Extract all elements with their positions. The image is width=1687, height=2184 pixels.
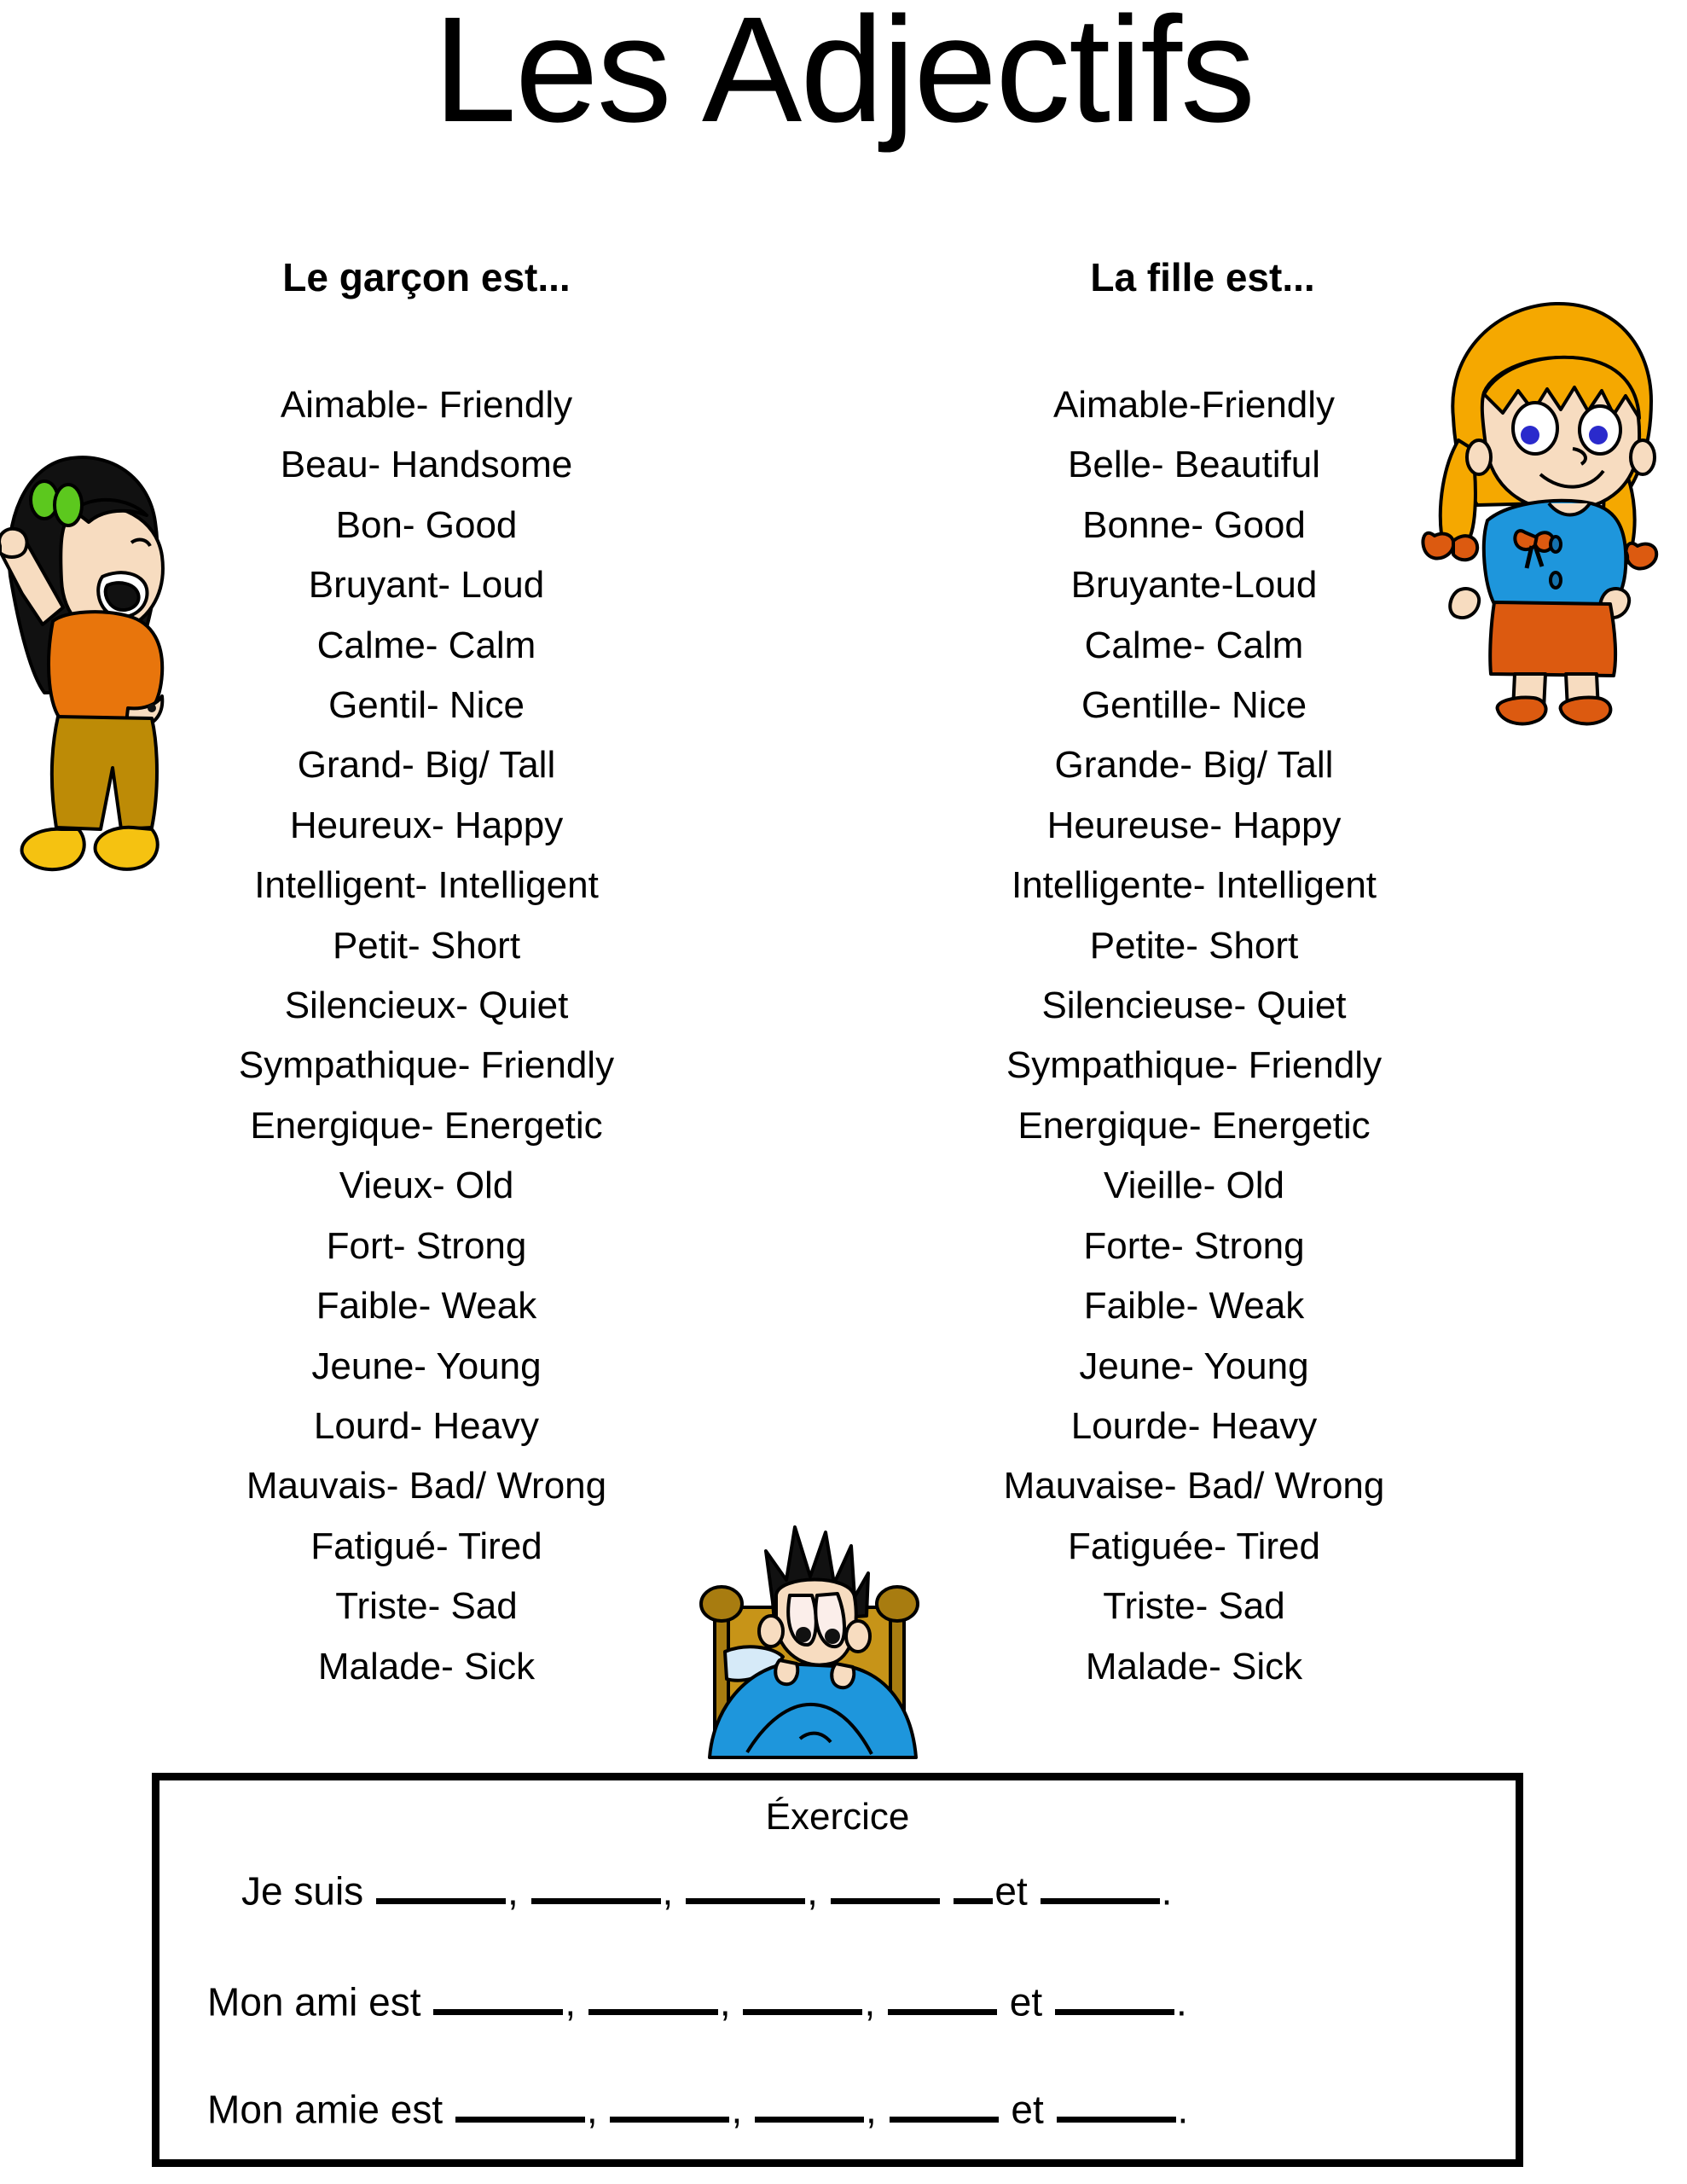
period: . [1161,1868,1173,1914]
list-item: Energique- Energetic [1017,1104,1371,1147]
list-item: Lourde- Heavy [1070,1404,1318,1447]
list-item: Heureuse- Happy [1046,804,1342,846]
list-item: Intelligente- Intelligent [1011,864,1377,907]
period: . [1175,1979,1187,2024]
list-item: Beau- Handsome [280,444,573,486]
answer-blank[interactable] [455,2081,585,2123]
list-item: Petite- Short [1089,924,1299,967]
answer-blank[interactable] [376,1862,506,1904]
list-item: Sympathique- Friendly [1006,1044,1383,1087]
list-item: Vieille- Old [1104,1165,1284,1207]
list-item: Gentille- Nice [1081,684,1307,727]
list-item: Grande- Big/ Tall [1054,744,1334,787]
comma: , [719,1979,731,2024]
answer-blank[interactable] [588,1973,718,2015]
list-item: Gentil- Nice [328,684,525,727]
answer-blank[interactable] [610,2081,729,2123]
answer-blank[interactable] [1041,1862,1160,1904]
answer-blank[interactable] [888,1973,997,2015]
sick-boy-in-bed-clipart [684,1502,940,1774]
comma: , [807,1868,818,1914]
column-heading-girl: La fille est... [1090,255,1315,299]
list-item: Fatiguée- Tired [1068,1525,1320,1567]
list-item: Mauvais- Bad/ Wrong [246,1465,607,1507]
answer-blank[interactable] [890,2081,999,2123]
exercise-line-2 [207,1973,1187,2024]
list-item: Fort- Strong [326,1224,527,1267]
conjunction: et [1011,2087,1044,2132]
list-item: Aimable-Friendly [1052,384,1336,426]
list-item: Triste- Sad [335,1585,518,1628]
list-item: Sympathique- Friendly [238,1044,615,1087]
list-item: Silencieuse- Quiet [1041,985,1347,1027]
list-item: Faible- Weak [316,1285,537,1327]
list-item: Forte- Strong [1083,1224,1305,1267]
comma: , [662,1868,674,1914]
list-item: Faible- Weak [1083,1285,1305,1327]
answer-blank[interactable] [1057,2081,1176,2123]
answer-blank[interactable] [743,1973,862,2015]
exercise-lead-text: Mon amie est [207,2087,443,2132]
list-item: Jeune- Young [311,1345,542,1387]
list-item: Jeune- Young [1079,1345,1309,1387]
list-item: Vieux- Old [339,1165,514,1207]
answer-blank[interactable] [686,1862,805,1904]
list-item: Energique- Energetic [250,1104,603,1147]
list-item: Intelligent- Intelligent [254,864,599,907]
list-item: Triste- Sad [1103,1585,1285,1628]
comma: , [565,1979,577,2024]
comma: , [731,2087,743,2132]
list-item: Belle- Beautiful [1068,444,1320,486]
list-item: Bonne- Good [1082,503,1306,546]
answer-blank[interactable] [531,1862,661,1904]
answer-blank[interactable] [954,1862,993,1904]
list-item: Mauvaise- Bad/ Wrong [1003,1465,1385,1507]
list-item: Malade- Sick [317,1645,536,1687]
comma: , [586,2087,598,2132]
period: . [1177,2087,1189,2132]
exercise-line-3 [207,2081,1188,2132]
exercise-box [152,1773,1523,2167]
list-item: Calme- Calm [316,624,536,666]
list-item: Bruyant- Loud [308,564,545,607]
answer-blank[interactable] [433,1973,563,2015]
exercise-title: Éxercice [765,1796,910,1838]
blonde-girl-clipart [1406,290,1687,734]
answer-blank[interactable] [755,2081,864,2123]
list-item: Bon- Good [335,503,518,546]
list-item: Heureux- Happy [289,804,564,846]
list-item: Grand- Big/ Tall [297,744,556,787]
column-heading-boy: Le garçon est... [282,255,571,299]
list-item: Aimable- Friendly [280,384,573,426]
list-item: Fatigué- Tired [310,1525,542,1567]
comma: , [507,1868,519,1914]
list-item: Bruyante-Loud [1070,564,1318,607]
exercise-lead-text: Mon ami est [207,1979,421,2024]
list-item: Malade- Sick [1085,1645,1303,1687]
answer-blank[interactable] [831,1862,940,1904]
adjective-list-feminine [921,375,1467,1697]
exercise-line-1 [241,1862,1172,1914]
list-item: Calme- Calm [1084,624,1304,666]
list-item: Lourd- Heavy [313,1404,540,1447]
page-title: Les Adjectifs [432,0,1255,154]
answer-blank[interactable] [1055,1973,1174,2015]
comma: , [864,1979,876,2024]
list-item: Silencieux- Quiet [284,985,569,1027]
exercise-lead-text: Je suis [241,1868,364,1914]
cheering-child-clipart [0,427,175,887]
conjunction: et [994,1868,1028,1914]
conjunction: et [1009,1979,1043,2024]
list-item: Petit- Short [332,924,521,967]
comma: , [866,2087,877,2132]
adjective-list-masculine [154,375,699,1697]
